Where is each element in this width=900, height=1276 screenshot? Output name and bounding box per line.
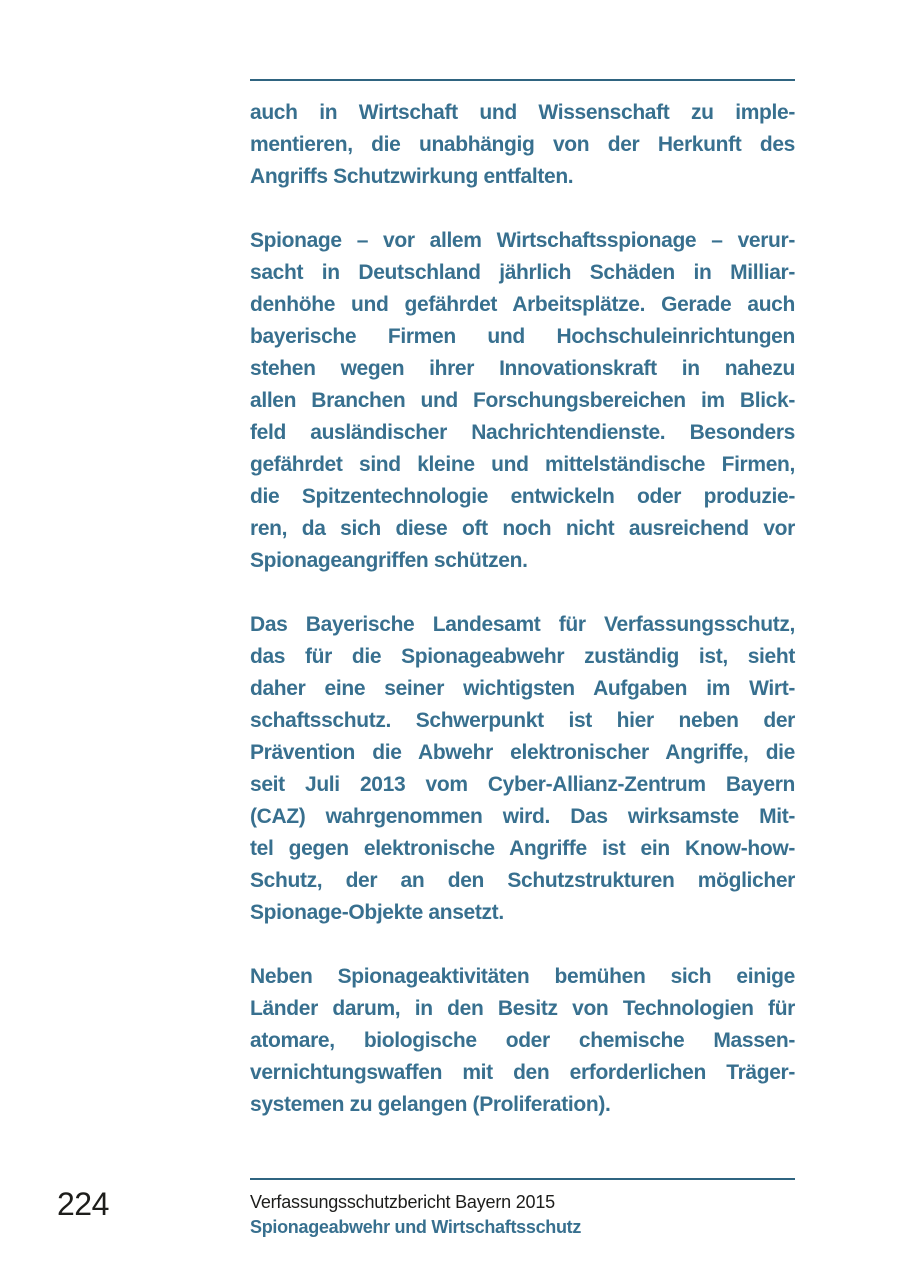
text-line: Spionage-Objekte ansetzt. — [250, 901, 504, 924]
text-line: ren, da sich diese oft noch nicht ausreichend vor — [250, 517, 795, 540]
paragraph — [250, 609, 795, 929]
text-line: Spionage – vor allem Wirtschaftsspionage – verur- — [250, 229, 795, 252]
text-line: seit Juli 2013 vom Cyber-Allianz-Zentrum Bayern — [250, 773, 795, 796]
paragraph — [250, 961, 795, 1121]
text-line: atomare, biologische oder chemische Massen- — [250, 1029, 795, 1052]
text-line: denhöhe und gefährdet Arbeitsplätze. Gerade auch — [250, 293, 795, 316]
text-line: systemen zu gelangen (Proliferation). — [250, 1093, 611, 1116]
text-line: Das Bayerische Landesamt für Verfassungsschutz, — [250, 613, 795, 636]
text-line: Spionageangriffen schützen. — [250, 549, 528, 572]
text-line: tel gegen elektronische Angriffe ist ein Know-how- — [250, 837, 795, 860]
text-line: daher eine seiner wichtigsten Aufgaben im Wirt- — [250, 677, 795, 700]
paragraph — [250, 225, 795, 577]
text-line: gefährdet sind kleine und mittelständische Firmen, — [250, 453, 795, 476]
footer-section-title: Spionageabwehr und Wirtschaftsschutz — [250, 1217, 582, 1237]
text-line: Neben Spionageaktivitäten bemühen sich einige — [250, 965, 795, 988]
text-line: mentieren, die unabhängig von der Herkunft des — [250, 133, 795, 156]
text-line: bayerische Firmen und Hochschuleinrichtungen — [250, 325, 795, 348]
top-rule — [250, 79, 795, 81]
text-line: feld ausländischer Nachrichtendienste. Besonders — [250, 421, 795, 444]
text-line: Prävention die Abwehr elektronischer Angriffe, die — [250, 741, 795, 764]
text-line: schaftsschutz. Schwerpunkt ist hier neben der — [250, 709, 795, 732]
text-line: (CAZ) wahrgenommen wird. Das wirksamste Mit- — [250, 805, 795, 828]
paragraph — [250, 97, 795, 193]
text-line: Schutz, der an den Schutzstrukturen möglicher — [250, 869, 795, 892]
text-line: die Spitzentechnologie entwickeln oder produzie- — [250, 485, 795, 508]
text-line: Angriffs Schutzwirkung entfalten. — [250, 165, 574, 188]
footer-rule — [250, 1178, 795, 1180]
text-line: stehen wegen ihrer Innovationskraft in nahezu — [250, 357, 795, 380]
text-line: vernichtungswaffen mit den erforderlichen Träger- — [250, 1061, 795, 1084]
text-line: sacht in Deutschland jährlich Schäden in Milliar- — [250, 261, 795, 284]
text-line: das für die Spionageabwehr zuständig ist, sieht — [250, 645, 795, 668]
page-number: 224 — [57, 1186, 109, 1222]
body-text — [250, 97, 795, 1121]
text-line: allen Branchen und Forschungsbereichen im Blick- — [250, 389, 795, 412]
text-line: auch in Wirtschaft und Wissenschaft zu imple- — [250, 101, 795, 124]
footer-report-title: Verfassungsschutzbericht Bayern 2015 — [250, 1192, 555, 1212]
text-line: Länder darum, in den Besitz von Technologien für — [250, 997, 795, 1020]
